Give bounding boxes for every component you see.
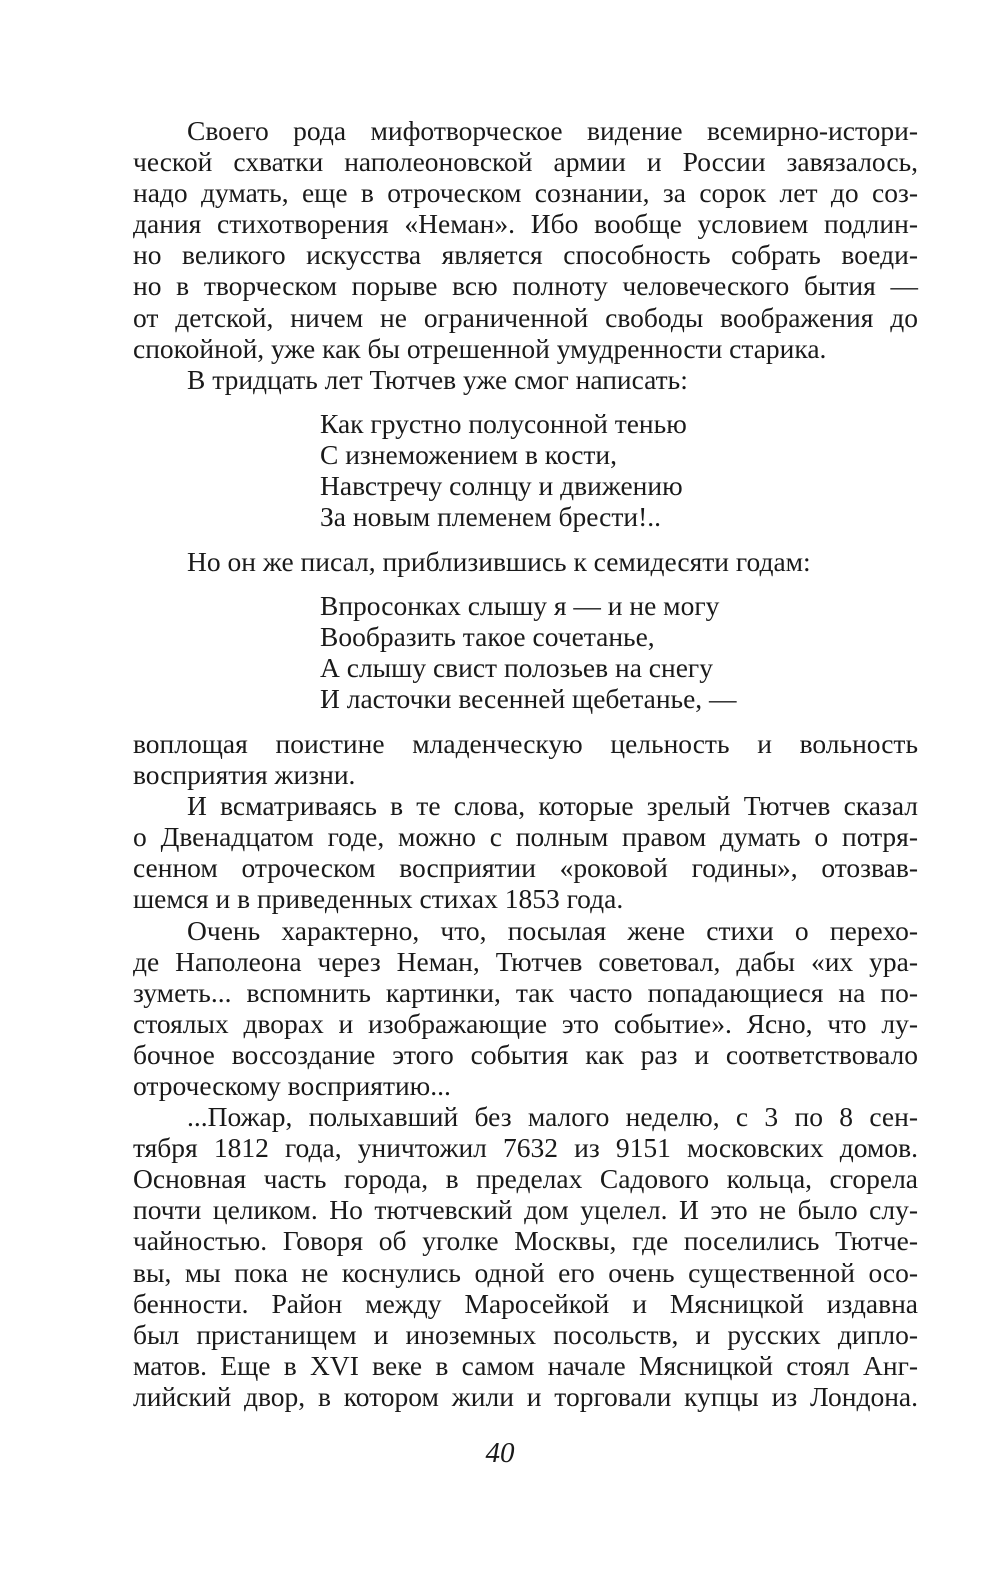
text-line: ...Пожар, полыхавший без малого неделю, с 3 по 8 сен-: [187, 1101, 918, 1133]
text-line: зуметь... вспомнить картинки, так часто попадающиеся на по-: [133, 976, 918, 1008]
text-line: де Наполеона через Неман, Тютчев советовал, дабы «их ура-: [133, 945, 918, 977]
text-line: И всматриваясь в те слова, которые зрелый Тютчев сказал: [187, 790, 918, 822]
page-body: [133, 115, 918, 1412]
verse-line: И ласточки весенней щебетанье, —: [320, 682, 737, 714]
paragraph-7: [133, 1101, 918, 1412]
verse-line: Впросонках слышу я — и не могу: [320, 589, 720, 621]
text-line: тября 1812 года, уничтожил 7632 из 9151 московских домов.: [133, 1132, 918, 1164]
text-line: спокойной, уже как бы отрешенной умудренности старика.: [133, 332, 827, 364]
paragraph-4: [133, 728, 918, 790]
text-line: чайностью. Говоря об уголке Москвы, где поселились Тютче-: [133, 1225, 918, 1257]
verse-1: [320, 408, 918, 532]
text-line: вы, мы пока не коснулись одной его очень существенной осо-: [133, 1256, 918, 1288]
text-line: Очень характерно, что, посылая жене стихи о перехо-: [187, 914, 918, 946]
text-line: ческой схватки наполеоновской армии и России завязалось,: [133, 146, 918, 178]
text-line: лийский двор, в котором жили и торговали купцы из Лондона.: [133, 1380, 918, 1412]
text-line: матов. Еще в XVI веке в самом начале Мясницкой стоял Анг-: [133, 1349, 918, 1381]
text-line: о Двенадцатом годе, можно с полным правом думать о потря-: [133, 821, 918, 853]
paragraph-1: [133, 115, 918, 364]
text-line: дания стихотворения «Неман». Ибо вообще условием подлин-: [133, 208, 918, 240]
text-line: восприятия жизни.: [133, 759, 356, 791]
text-line: отроческому восприятию...: [133, 1069, 451, 1101]
text-line: В тридцать лет Тютчев уже смог написать:: [187, 363, 688, 395]
page-number: 40: [485, 1437, 515, 1469]
paragraph-3: [133, 546, 918, 577]
text-line: от детской, ничем не ограниченной свободы воображения до: [133, 301, 918, 333]
text-line: Основная часть города, в пределах Садового кольца, сгорела: [133, 1163, 918, 1195]
text-line: почти целиком. Но тютчевский дом уцелел. И это не было слу-: [133, 1194, 918, 1226]
paragraph-6: [133, 915, 918, 1102]
text-line: шемся и в приведенных стихах 1853 года.: [133, 883, 624, 915]
text-line: бочное воссоздание этого события как раз и соответствовало: [133, 1038, 918, 1070]
verse-line: Навстречу солнцу и движению: [320, 469, 683, 501]
text-line: был пристанищем и иноземных посольств, и русских дипло-: [133, 1318, 918, 1350]
verse-line: Как грустно полусонной тенью: [320, 407, 687, 439]
verse-line: За новым племенем брести!..: [320, 500, 661, 532]
text-line: сенном отроческом восприятии «роковой годины», отозвав-: [133, 852, 918, 884]
text-line: но великого искусства является способность собрать воеди-: [133, 239, 918, 271]
verse-line: Вообразить такое сочетанье,: [320, 620, 655, 652]
verse-line: С изнеможением в кости,: [320, 438, 618, 470]
verse-line: А слышу свист полозьев на снегу: [320, 651, 713, 683]
text-line: воплощая поистине младенческую цельность и вольность: [133, 727, 918, 759]
verse-2: [320, 590, 918, 714]
text-line: бенности. Район между Маросейкой и Мясницкой издавна: [133, 1287, 918, 1319]
text-line: стоялых дворах и изображающие это событие». Ясно, что лу-: [133, 1007, 918, 1039]
text-line: Своего рода мифотворческое видение всемирно-истори-: [187, 115, 918, 146]
text-line: надо думать, еще в отроческом сознании, за сорок лет до соз-: [133, 177, 918, 209]
text-line: но в творческом порыве всю полноту человеческого бытия —: [133, 270, 918, 302]
paragraph-2: [133, 364, 918, 395]
text-line: Но он же писал, приблизившись к семидесяти годам:: [187, 545, 811, 577]
paragraph-5: [133, 790, 918, 914]
